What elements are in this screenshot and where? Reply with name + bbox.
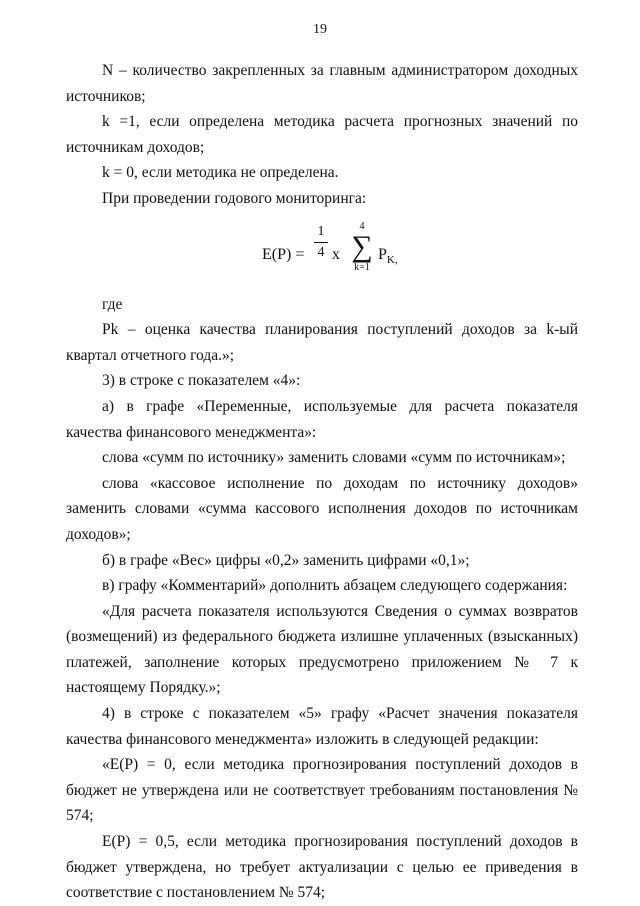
paragraph-ep-half: E(P) = 0,5, если методика прогнозирования поступлений доходов в бюджет утверждена, но требует актуализации с целью ее приведения в соответствие с постановлением № 574; — [66, 833, 578, 902]
document-body — [66, 58, 578, 906]
formula-term-subscript: K, — [386, 253, 398, 266]
page-number: 19 — [313, 22, 327, 37]
paragraph-comment-addition: «Для расчета показателя используются Сведения о суммах возвратов (возмещений) из федерального бюджета излишне уплаченных (взысканных) платежей, заполнение которых предусмотрено приложением № 7 к настоящему Порядку.»; — [66, 602, 578, 697]
formula-denominator: 4 — [317, 244, 325, 260]
paragraph-item-3: 3) в строке с показателем «4»: — [102, 372, 301, 390]
paragraph-k-equals-0: k = 0, если методика не определена. — [102, 164, 339, 182]
paragraph-item-3c: в) графу «Комментарий» дополнить абзацем следующего содержания: — [102, 577, 568, 595]
sum-upper-limit: 4 — [359, 220, 365, 232]
paragraph-k-equals-1: k =1, если определена методика расчета прогнозных значений по источникам доходов; — [66, 113, 578, 156]
formula-sum — [348, 222, 376, 274]
formula-term — [378, 242, 398, 274]
sum-symbol: ∑ — [351, 229, 373, 263]
sum-lower-limit: k=1 — [354, 261, 370, 273]
paragraph-ep-zero: «E(P) = 0, если методика прогнозирования поступлений доходов в бюджет не утверждена или не соответствует требованиям постановления № 574; — [66, 756, 578, 825]
paragraph-definition-n: N – количество закрепленных за главным администратором доходных источников; — [66, 62, 578, 105]
formula-numerator: 1 — [317, 223, 325, 239]
paragraph-where: где — [102, 295, 123, 313]
paragraph-replace-words-1: слова «сумм по источнику» заменить словами «сумм по источникам»; — [102, 449, 566, 467]
paragraph-pk-definition: Pk – оценка качества планирования поступлений доходов за k-ый квартал отчетного года.»; — [66, 321, 578, 364]
fraction-bar — [314, 242, 328, 243]
formula-times: x — [332, 245, 340, 263]
paragraph-item-3a: а) в графе «Переменные, используемые для расчета показателя качества финансового менеджмента»: — [66, 397, 578, 441]
paragraph-item-4: 4) в строке с показателем «5» графу «Расчет значения показателя качества финансового менеджмента» изложить в следующей редакции: — [66, 705, 578, 748]
formula-lhs: E(P) = — [262, 245, 305, 263]
formula-term-letter: P — [378, 245, 387, 263]
formula-block — [66, 216, 578, 292]
paragraph-item-3b: б) в графе «Вес» цифры «0,2» заменить цифрами «0,1»; — [102, 551, 470, 569]
paragraph-annual-monitoring: При проведении годового мониторинга: — [102, 189, 367, 207]
formula-fraction — [314, 224, 328, 261]
paragraph-replace-words-2: слова «кассовое исполнение по доходам по источнику доходов» заменить словами «сумма кассового исполнения доходов по источникам доходов»; — [66, 474, 578, 543]
